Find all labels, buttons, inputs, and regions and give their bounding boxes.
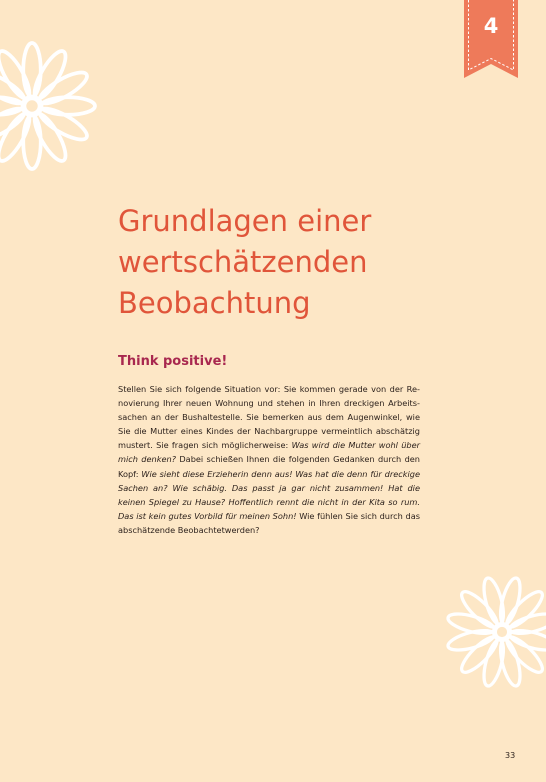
title-line: wertschätzenden bbox=[118, 245, 368, 279]
page-title bbox=[118, 201, 371, 324]
body-text-span: Dabei schießen Ihnen die folgenden Gedanken durch den Kopf: bbox=[118, 454, 420, 479]
chapter-number: 4 bbox=[483, 14, 499, 38]
body-text-span: Wie fühlen Sie sich durch das abschätzende Beobachtetwerden? bbox=[118, 510, 420, 535]
emphasized-quote: Wie sieht diese Erzieherin denn aus! Was hat die denn für dreckige Sachen an? Wie schäbig. Das passt ja gar nicht zusammen! Hat die keinen Spiegel zu Hause? Hoffentlich rennt die nicht in der Kita so rum. Das ist kein gutes Vorbild für meinen Sohn! bbox=[118, 468, 420, 521]
title-line: Grundlagen einer bbox=[118, 204, 372, 238]
title-line: Beobachtung bbox=[118, 286, 311, 320]
bookmark-ribbon-icon bbox=[464, 0, 518, 78]
section-heading: Think positive! bbox=[118, 354, 228, 369]
page-number: 33 bbox=[505, 751, 516, 760]
body-text-span: Stellen Sie sich folgende Situation vor: Sie kommen gerade von der Renovierung Ihrer neuen Wohnung und stehen in Ihren dreckigen Arbeitssachen an der Bushaltestelle. Sie bemerken aus dem Augenwinkel, wie Sie die Mutter eines Kindes der Nachbargruppe vermeintlich abschätzig mustert. Sie fragen sich möglicherweise: bbox=[118, 384, 420, 451]
emphasized-quote: Was wird die Mutter wohl über mich denken? bbox=[118, 440, 420, 465]
body-paragraph bbox=[118, 382, 420, 537]
daisy-flower-icon bbox=[0, 36, 102, 176]
daisy-flower-icon bbox=[440, 570, 546, 694]
